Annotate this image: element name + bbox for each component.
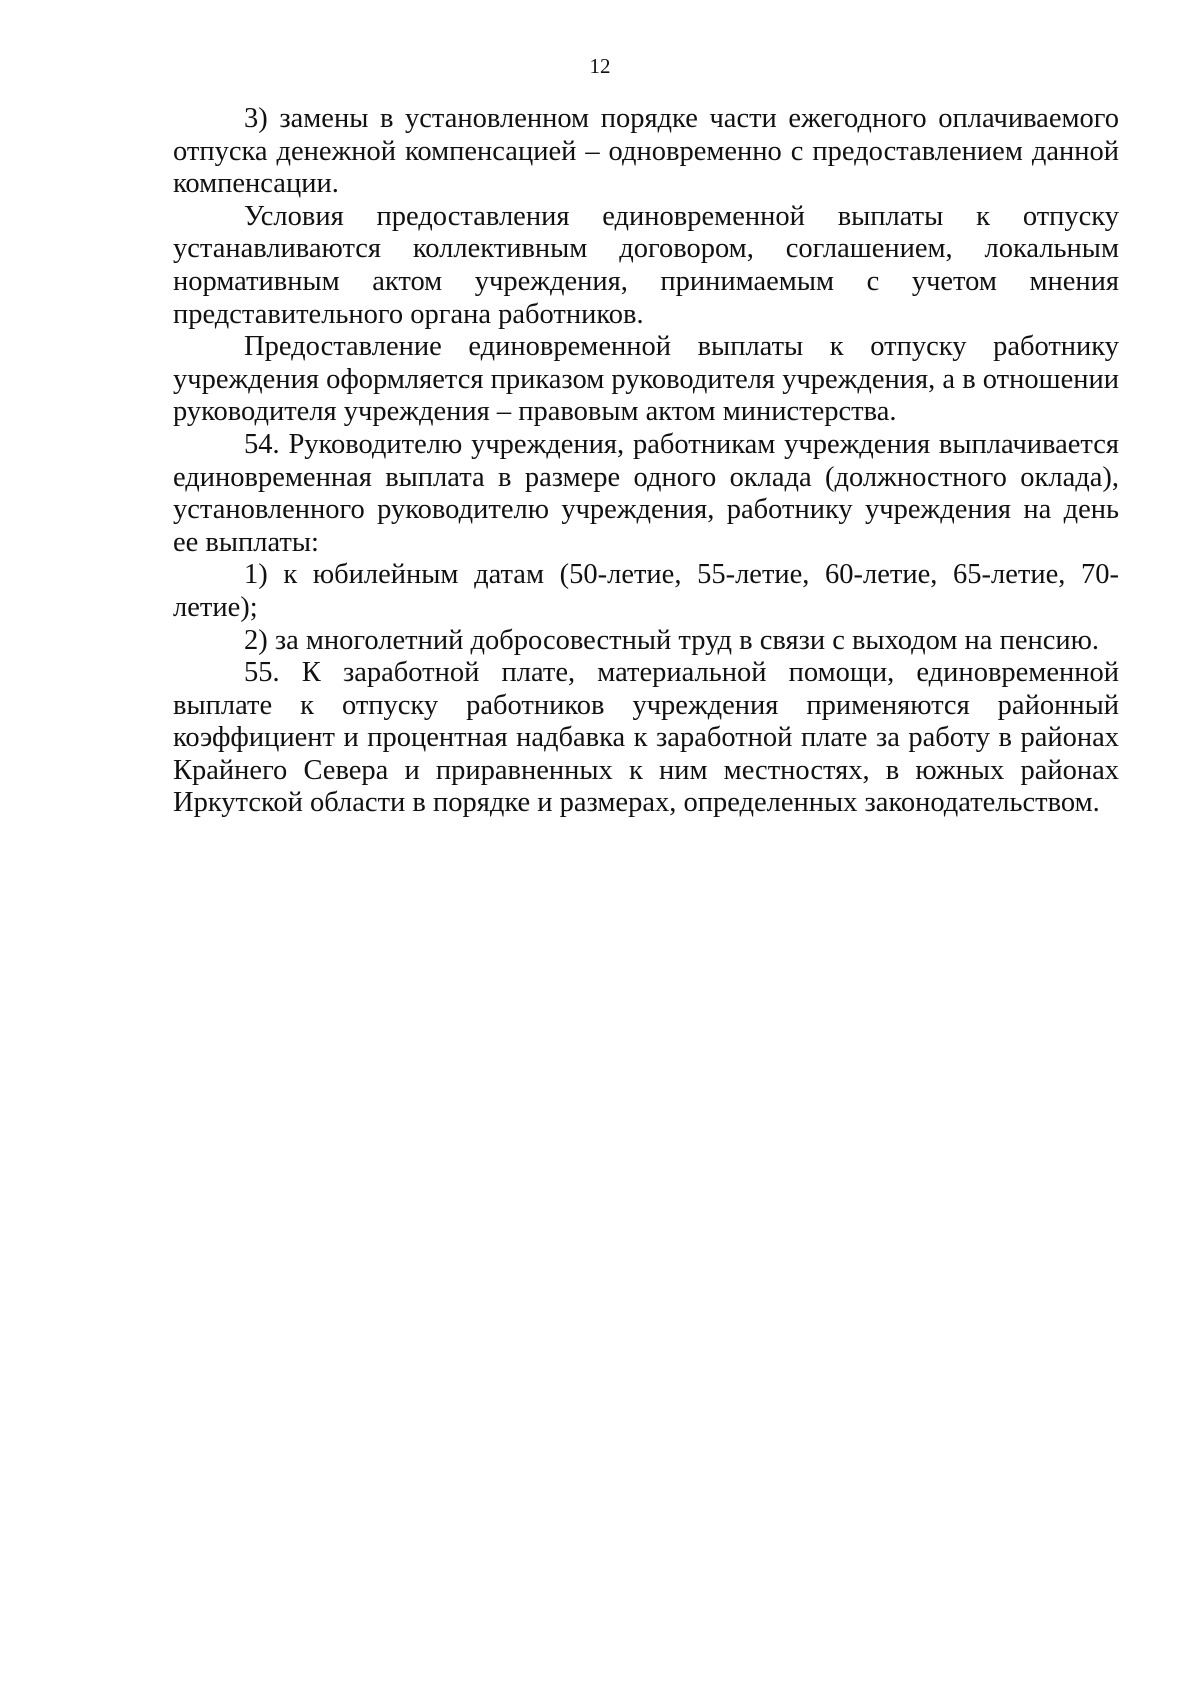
paragraph-55: 55. К заработной плате, материальной помощи, единовременной выплате к отпуску работников учреждения применяются районный коэффициент и процентная надбавка к заработной плате за работу в районах Крайнего Севера и приравненных к ним местностях, в южных районах Иркутской области в порядке и размерах, определенных законодательством.: [173, 657, 1119, 819]
paragraph-item-2-pension: 2) за многолетний добросовестный труд в связи с выходом на пенсию.: [244, 624, 1100, 656]
paragraph-registration: Предоставление единовременной выплаты к отпуску работнику учреждения оформляется приказом руководителя учреждения, а в отношении руководителя учреждения – правовым актом министерства.: [173, 331, 1119, 428]
document-body: [173, 103, 1119, 820]
paragraph-item-3: 3) замены в установленном порядке части ежегодного оплачиваемого отпуска денежной компенсацией – одновременно с предоставлением данной компенсации.: [173, 103, 1119, 200]
page-number: 12: [589, 54, 611, 78]
paragraph-54: 54. Руководителю учреждения, работникам учреждения выплачивается единовременная выплата в размере одного оклада (должностного оклада), установленного руководителю учреждения, работнику учреждения на день ее выплаты:: [173, 428, 1119, 558]
paragraph-conditions: Условия предоставления единовременной выплаты к отпуску устанавливаются коллективным договором, соглашением, локальным нормативным актом учреждения, принимаемым с учетом мнения представительного органа работников.: [173, 200, 1119, 330]
paragraph-item-1-anniversary: 1) к юбилейным датам (50-летие, 55-летие, 60-летие, 65-летие, 70-летие);: [173, 559, 1119, 623]
